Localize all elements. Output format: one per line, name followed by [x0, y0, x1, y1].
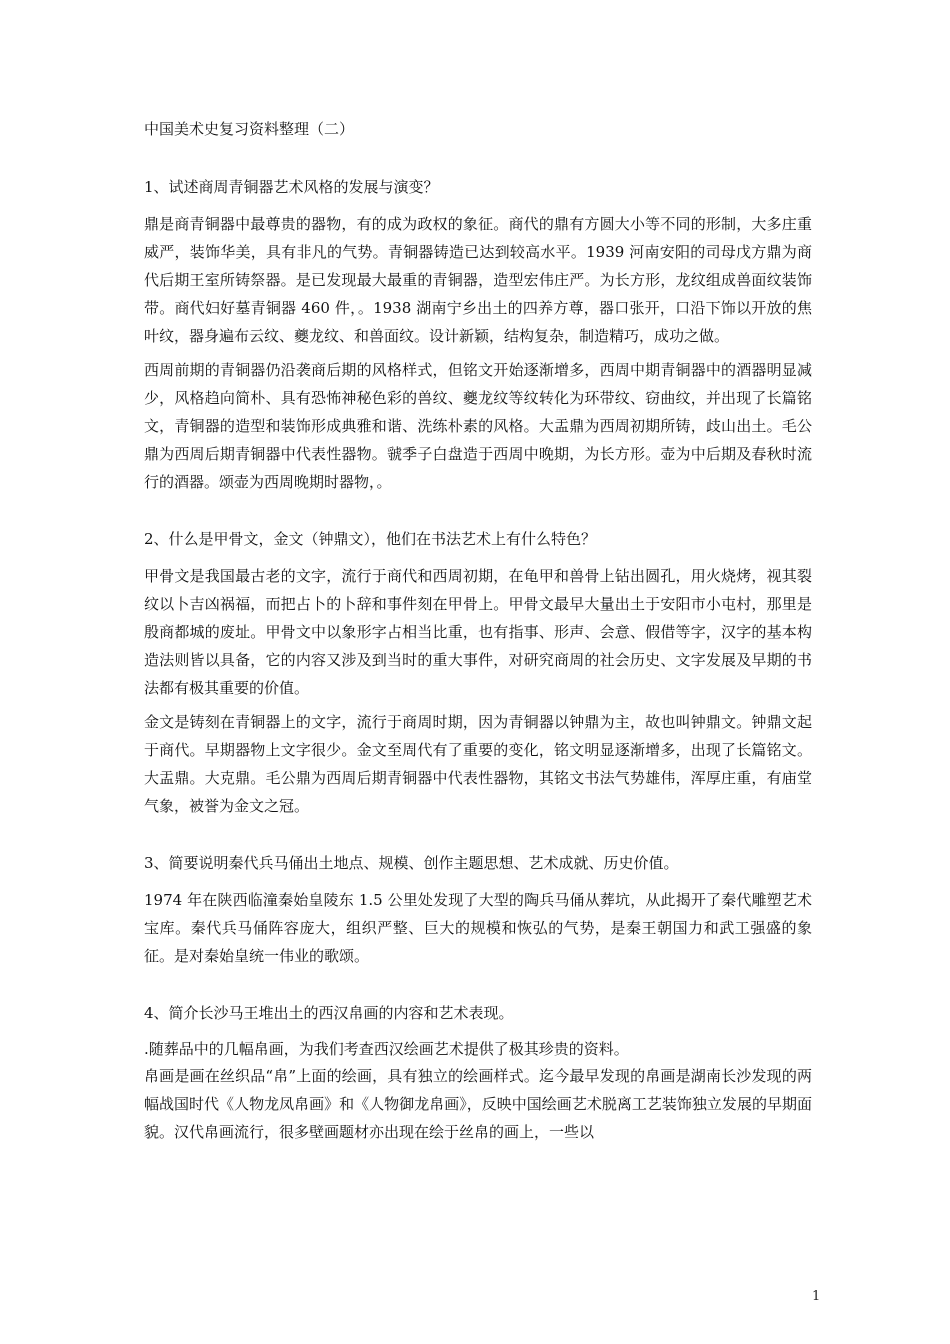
paragraph: .随葬品中的几幅帛画，为我们考查西汉绘画艺术提供了极其珍贵的资料。 [144, 1040, 629, 1058]
paragraph: 帛画是画在丝织品“帛”上面的绘画，具有独立的绘画样式。迄今最早发现的帛画是湖南长沙发现的两幅战国时代《人物龙凤帛画》和《人物御龙帛画》，反映中国绘画艺术脱离工艺装饰独立发展的早期面貌。汉代帛画流行，很多壁画题材亦出现在绘于丝帛的画上，一些以 [144, 1067, 812, 1141]
document-title: 中国美术史复习资料整理（二） [144, 120, 355, 138]
document-page [144, 118, 812, 1178]
question-1: 1、试述商周青铜器艺术风格的发展与演变？ [144, 178, 439, 196]
section-1 [144, 176, 812, 496]
paragraph: 金文是铸刻在青铜器上的文字，流行于商周时期，因为青铜器以钟鼎为主，故也叫钟鼎文。钟鼎文起于商代。早期器物上文字很少。金文至周代有了重要的变化，铭文明显逐渐增多，出现了长篇铭文。大盂鼎。大克鼎。毛公鼎为西周后期青铜器中代表性器物，其铭文书法气势雄伟，浑厚庄重，有庙堂气象，被誉为金文之冠。 [144, 713, 812, 815]
section-3 [144, 852, 812, 970]
paragraph: 鼎是商青铜器中最尊贵的器物，有的成为政权的象征。商代的鼎有方圆大小等不同的形制，大多庄重威严，装饰华美，具有非凡的气势。青铜器铸造已达到较高水平。1939 河南安阳的司母戊方鼎为商代后期王室所铸祭器。是已发现最大最重的青铜器，造型宏伟庄严。为长方形，龙纹组成兽面纹装饰带。商代妇好墓青铜器 460 件，。1938 湖南宁乡出土的四养方尊，器口张开，口沿下饰以开放的焦叶纹，器身遍布云纹、夔龙纹、和兽面纹。设计新颖，结构复杂，制造精巧，成功之做。 [144, 215, 812, 345]
section-4 [144, 1002, 812, 1146]
question-4: 4、简介长沙马王堆出土的西汉帛画的内容和艺术表现。 [144, 1004, 514, 1022]
section-2 [144, 528, 812, 820]
page-number: 1 [812, 1289, 821, 1304]
paragraph: 西周前期的青铜器仍沿袭商后期的风格样式，但铭文开始逐渐增多，西周中期青铜器中的酒器明显减少，风格趋向简朴、具有恐怖神秘色彩的兽纹、夔龙纹等纹转化为环带纹、窃曲纹，并出现了长篇铭文，青铜器的造型和装饰形成典雅和谐、洗练朴素的风格。大盂鼎为西周初期所铸，歧山出土。毛公鼎为西周后期青铜器中代表性器物。虢季子白盘造于西周中晚期，为长方形。壶为中后期及春秋时流行的酒器。颂壶为西周晚期时器物，。 [144, 361, 812, 491]
question-3: 3、简要说明秦代兵马俑出土地点、规模、创作主题思想、艺术成就、历史价值。 [144, 854, 679, 872]
paragraph: 1974 年在陕西临潼秦始皇陵东 1.5 公里处发现了大型的陶兵马俑从葬坑，从此揭开了秦代雕塑艺术宝库。秦代兵马俑阵容庞大，组织严整、巨大的规模和恢弘的气势，是秦王朝国力和武工强盛的象征。是对秦始皇统一伟业的歌颂。 [144, 891, 812, 965]
question-2: 2、什么是甲骨文，金文（钟鼎文），他们在书法艺术上有什么特色？ [144, 530, 597, 548]
paragraph: 甲骨文是我国最古老的文字，流行于商代和西周初期，在龟甲和兽骨上钻出圆孔，用火烧烤，视其裂纹以卜吉凶祸福，而把占卜的卜辞和事件刻在甲骨上。甲骨文最早大量出土于安阳市小屯村，那里是殷商都城的废址。甲骨文中以象形字占相当比重，也有指事、形声、会意、假借等字，汉字的基本构造法则皆以具备，它的内容又涉及到当时的重大事件，对研究商周的社会历史、文字发展及早期的书法都有极其重要的价值。 [144, 567, 812, 697]
